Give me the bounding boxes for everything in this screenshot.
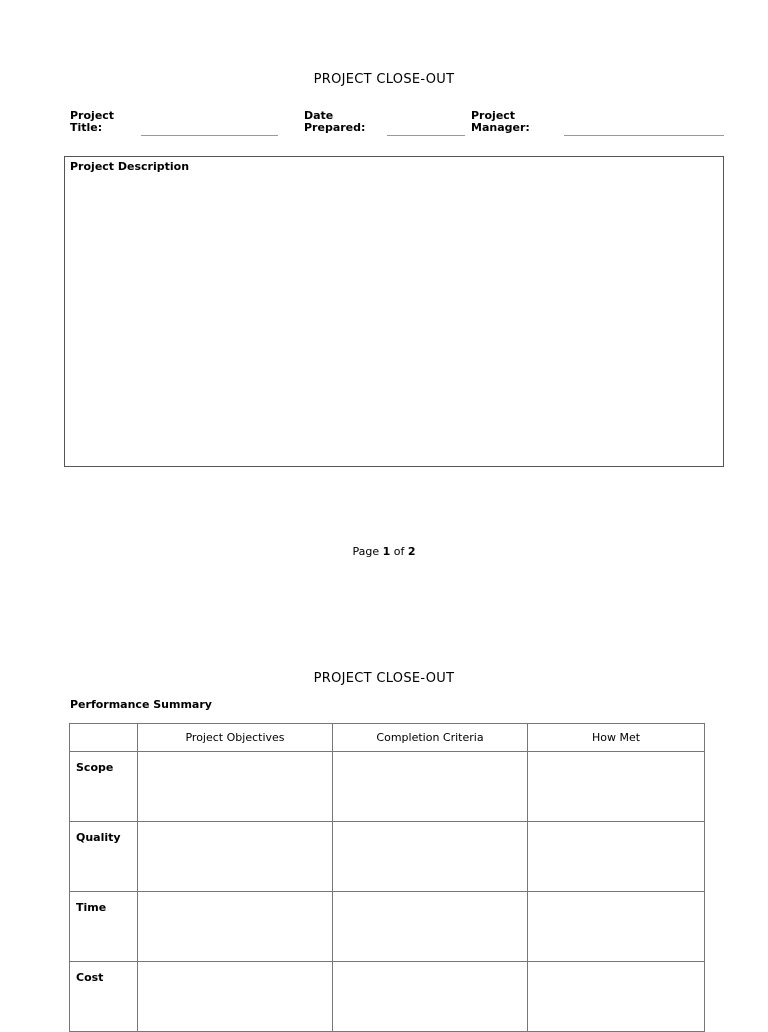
quality-objectives-cell[interactable]: [138, 822, 333, 892]
cost-how-met-cell[interactable]: [528, 962, 705, 1032]
row-label-cost: Cost: [70, 962, 138, 1032]
scope-criteria-cell[interactable]: [333, 752, 528, 822]
page-title-2: PROJECT CLOSE-OUT: [313, 671, 455, 686]
header-completion-criteria: Completion Criteria: [333, 724, 528, 752]
row-label-quality: Quality: [70, 822, 138, 892]
performance-summary-table: [69, 723, 705, 1032]
page-number-total: 2: [407, 545, 416, 558]
page-title: PROJECT CLOSE-OUT: [313, 72, 455, 87]
header-project-objectives: Project Objectives: [138, 724, 333, 752]
date-prepared-field[interactable]: [387, 135, 465, 136]
date-prepared-label: [304, 110, 365, 134]
page-number-current: 1: [382, 545, 391, 558]
scope-how-met-cell[interactable]: [528, 752, 705, 822]
row-label-scope: Scope: [70, 752, 138, 822]
table-row: [70, 822, 705, 892]
project-description-box[interactable]: [64, 156, 724, 467]
quality-criteria-cell[interactable]: [333, 822, 528, 892]
project-manager-label-text: Project Manager:: [471, 109, 530, 134]
date-prepared-label-text: Date Prepared:: [304, 109, 366, 134]
project-manager-label: [471, 110, 530, 134]
time-how-met-cell[interactable]: [528, 892, 705, 962]
scope-objectives-cell[interactable]: [138, 752, 333, 822]
page-number-prefix: Page: [352, 545, 383, 558]
project-title-label-text: Project Title:: [70, 109, 115, 134]
table-row: [70, 892, 705, 962]
table-row: [70, 752, 705, 822]
table-header-row: [70, 724, 705, 752]
time-objectives-cell[interactable]: [138, 892, 333, 962]
project-manager-field[interactable]: [564, 135, 724, 136]
header-how-met: How Met: [528, 724, 705, 752]
project-title-label: [70, 110, 114, 134]
header-corner-cell: [70, 724, 138, 752]
row-label-time: Time: [70, 892, 138, 962]
project-description-label: Project Description: [70, 160, 190, 173]
time-criteria-cell[interactable]: [333, 892, 528, 962]
page-number-middle: of: [390, 545, 408, 558]
cost-criteria-cell[interactable]: [333, 962, 528, 1032]
table-row: [70, 962, 705, 1032]
cost-objectives-cell[interactable]: [138, 962, 333, 1032]
page-number: [0, 545, 768, 558]
project-title-field[interactable]: [141, 135, 278, 136]
performance-summary-label: Performance Summary: [70, 698, 212, 711]
quality-how-met-cell[interactable]: [528, 822, 705, 892]
